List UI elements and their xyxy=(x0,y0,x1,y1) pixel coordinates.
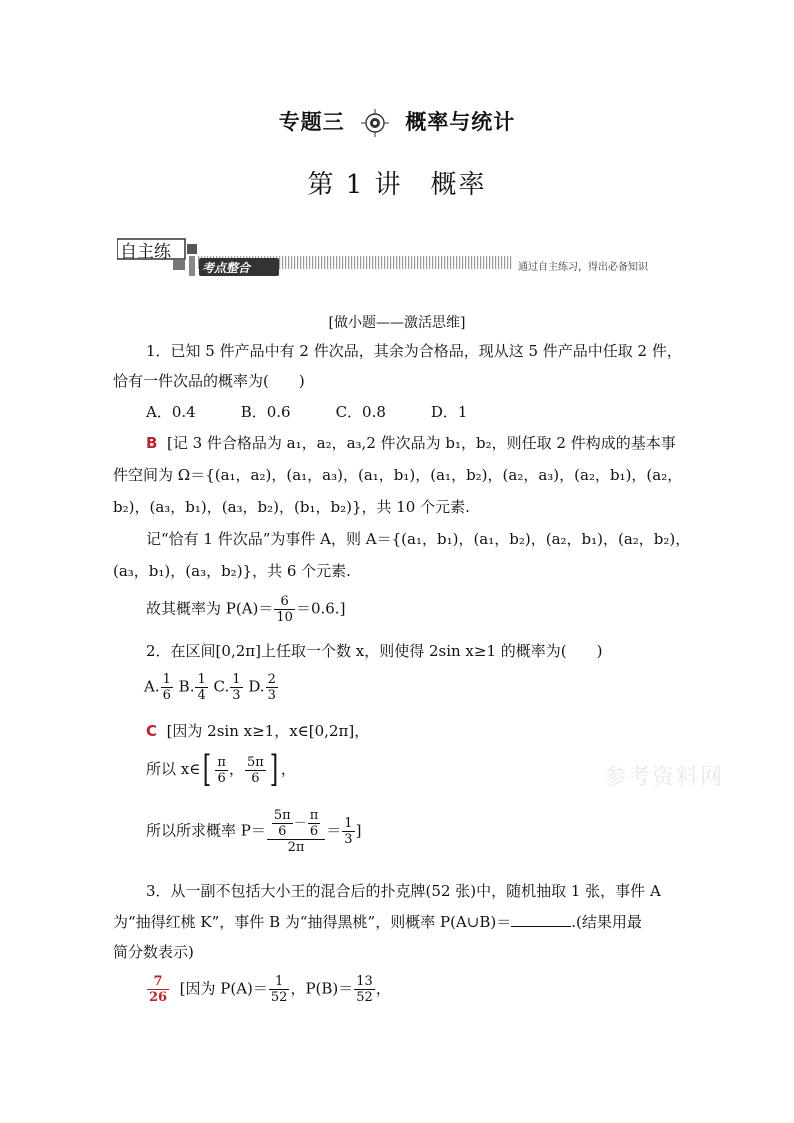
q1-stem-line1: 1．已知 5 件产品中有 2 件次品，其余为合格品，现从这 5 件产品中任取 2 件， xyxy=(146,342,682,360)
q3-stem-line3: 简分数表示) xyxy=(113,943,194,961)
q2-options: A. $\frac{1}{6}$ B. $\frac{1}{4}$ C. $\frac{1}{3}$ D. $\frac{2}{3}$ xyxy=(144,672,276,703)
target-icon xyxy=(361,109,389,137)
lecture-name: 概率 xyxy=(430,170,487,200)
q2-interval-upper: $\frac{5\pi}{6}$ xyxy=(246,754,264,786)
banner-left-top: 自主练 xyxy=(120,242,171,262)
q3-pa-fraction: $\frac{1}{52}$ xyxy=(270,974,288,1005)
topic-heading xyxy=(0,106,794,137)
q1-stem-line2: 恰有一件次品的概率为( ) xyxy=(113,372,305,390)
q2-option-a-fraction: $\frac{1}{6}$ xyxy=(162,672,171,703)
q2-solution-line2: 所以 x∈[ $\frac{\pi}{6}$ ， $\frac{5\pi}{6}$ ] ， xyxy=(146,749,296,790)
lecture-label: 第 1 讲 xyxy=(307,170,403,200)
q1-solution-line5: (a₃，b₁)，(a₃，b₂)}，共 6 个元素. xyxy=(113,562,351,580)
q3-solution-line1: $\frac{7}{26}$ [因为 P(A)＝ $\frac{1}{52}$ ，P(B)＝ $\frac{13}{52}$ ， xyxy=(149,974,391,1005)
q3-answer-blank xyxy=(511,912,571,927)
q3-pb-fraction: $\frac{13}{52}$ xyxy=(356,974,373,1005)
q2-solution-line1: C [因为 2sin x≥1，x∈[0,2π]， xyxy=(146,722,370,740)
q2-answer: C xyxy=(146,722,158,740)
q2-option-b-fraction: $\frac{1}{4}$ xyxy=(197,672,206,703)
banner-left-bottom: 考点整合 xyxy=(202,261,251,275)
q1-solution-line3: b₂)，(a₃，b₁)，(a₃，b₂)，(b₁，b₂)}，共 10 个元素. xyxy=(113,498,470,516)
topic-name: 概率与统计 xyxy=(405,110,516,134)
q1-solution-line6: 故其概率为 P(A)＝ $\frac{6}{10}$ ＝0.6.] xyxy=(146,594,346,625)
q1-solution-line2: 件空间为 Ω＝{(a₁，a₂)，(a₁，a₃)，(a₁，b₁)，(a₁，b₂)，(a₂，a₃)，(a₂，b₁)，(a₂， xyxy=(113,466,683,484)
q2-probability-fraction: $\frac{5\pi}{6}$ － $\frac{\pi}{6}$ 2π xyxy=(267,808,325,855)
topic-label: 专题三 xyxy=(278,110,345,134)
q2-stem: 2．在区间[0,2π]上任取一个数 x，则使得 2sin x≥1 的概率为( ) xyxy=(146,642,603,660)
section-title: [做小题——激活思维] xyxy=(328,315,466,331)
q3-answer: $\frac{7}{26}$ xyxy=(149,974,168,1005)
q3-stem-line1: 3．从一副不包括大小王的混合后的扑克牌(52 张)中，随机抽取 1 张，事件 A xyxy=(146,882,661,900)
q2-result-fraction: $\frac{1}{3}$ xyxy=(344,816,353,847)
lecture-heading xyxy=(0,164,794,201)
q1-fraction: $\frac{6}{10}$ xyxy=(276,594,293,625)
q2-option-c-fraction: $\frac{1}{3}$ xyxy=(232,672,241,703)
banner-note: 通过自主练习，得出必备知识 xyxy=(518,262,648,273)
q2-option-d-fraction: $\frac{2}{3}$ xyxy=(267,672,276,703)
q1-solution-line4: 记“恰有 1 件次品”为事件 A，则 A＝{(a₁，b₁)，(a₁，b₂)，(a₂，b₁)，(a₂，b₂)， xyxy=(146,530,691,548)
q1-solution-line1: B [记 3 件合格品为 a₁，a₂，a₃,2 件次品为 b₁，b₂，则任取 2 件构成的基本事 xyxy=(146,434,676,452)
q2-interval-lower: $\frac{\pi}{6}$ xyxy=(217,754,226,786)
q3-stem-line2: 为“抽得红桃 K”，事件 B 为“抽得黑桃”，则概率 P(A∪B)＝ .(结果用最 xyxy=(113,913,642,931)
q1-options: A．0.4 B．0.6 C．0.8 D．1 xyxy=(146,403,468,421)
q1-answer: B xyxy=(146,434,158,452)
watermark: 参考资料网 xyxy=(604,765,725,790)
q2-solution-line3: 所以所求概率 P＝ $\frac{5\pi}{6}$ － $\frac{\pi}{6}$ 2π ＝ $\frac{1}{3}$ ] xyxy=(146,808,362,855)
